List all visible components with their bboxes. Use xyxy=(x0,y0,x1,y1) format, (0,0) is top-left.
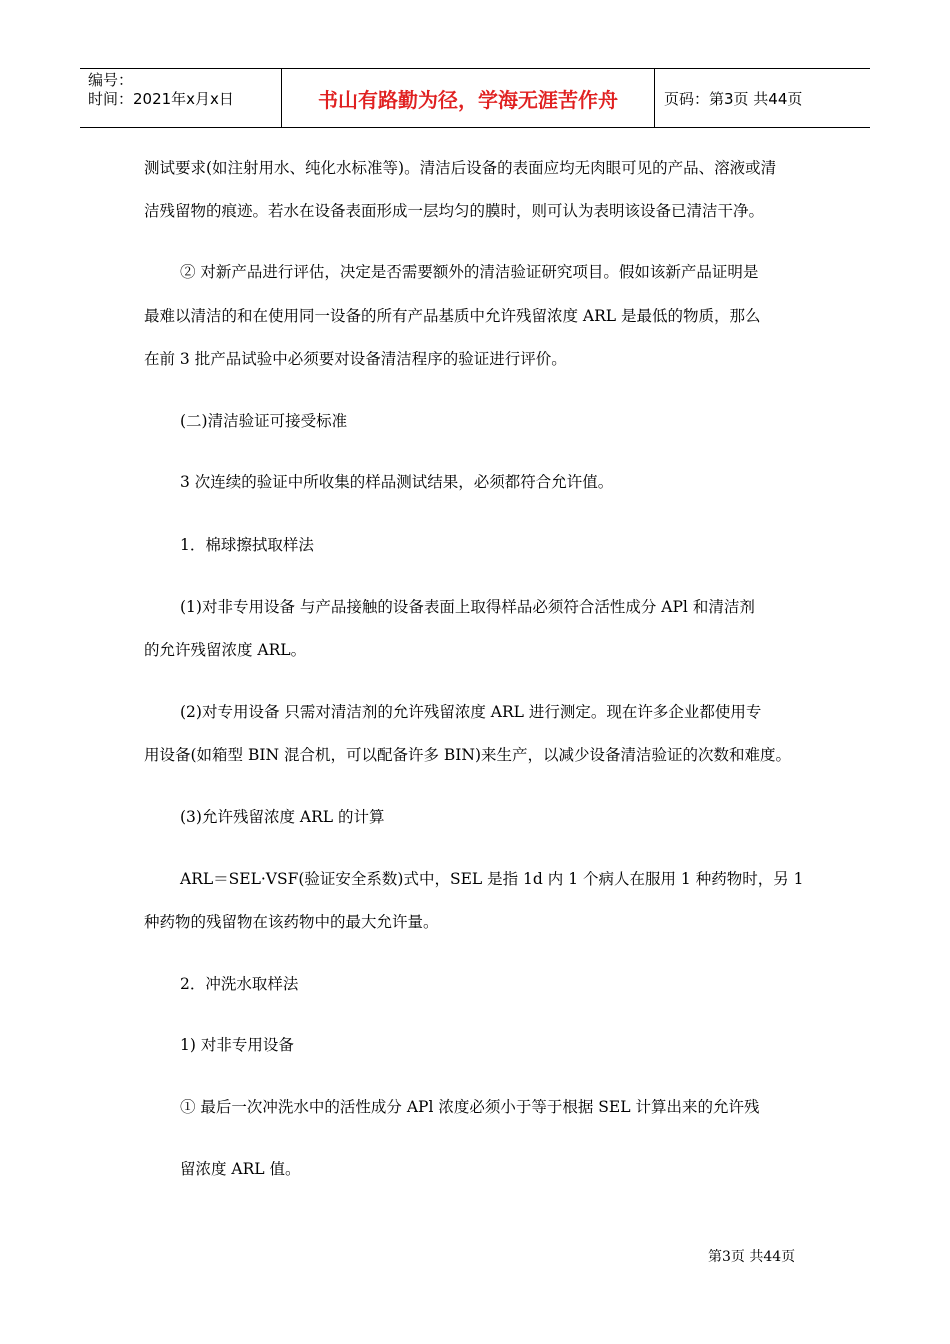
page-footer: 第3页 共44页 xyxy=(708,1249,796,1265)
body-line: 洁残留物的痕迹。若水在设备表面形成一层均匀的膜时，则可认为表明该设备已清洁干净。 xyxy=(144,202,765,220)
body-line: (3)允许残留浓度 ARL 的计算 xyxy=(180,808,385,826)
body-line: ARL＝SEL·VSF(验证安全系数)式中，SEL 是指 1d 内 1 个病人在服用 1 种药物时，另 1 xyxy=(180,870,804,888)
body-line: 留浓度 ARL 值。 xyxy=(180,1160,301,1178)
time-label: 时间：2021年x月x日 xyxy=(88,90,234,108)
body-line: 1) 对非专用设备 xyxy=(180,1036,294,1054)
header-meta xyxy=(88,71,278,109)
subsection-heading: 2．冲洗水取样法 xyxy=(180,975,299,993)
body-line: 测试要求(如注射用水、纯化水标准等)。清洁后设备的表面应均无肉眼可见的产品、溶液或清 xyxy=(144,159,777,177)
body-line: ① 最后一次冲洗水中的活性成分 APl 浓度必须小于等于根据 SEL 计算出来的允许残 xyxy=(180,1098,760,1116)
header-divider xyxy=(654,69,655,128)
body-line: 的允许残留浓度 ARL。 xyxy=(144,641,307,659)
body-line: 最难以清洁的和在使用同一设备的所有产品基质中允许残留浓度 ARL 是最低的物质，那么 xyxy=(144,307,761,325)
body-line: 种药物的残留物在该药物中的最大允许量。 xyxy=(144,913,439,931)
body-line: (1)对非专用设备 与产品接触的设备表面上取得样品必须符合活性成分 APl 和清洁剂 xyxy=(180,598,755,616)
page-header xyxy=(80,68,870,128)
code-label: 编号： xyxy=(88,71,134,89)
body-line: (2)对专用设备 只需对清洁剂的允许残留浓度 ARL 进行测定。现在许多企业都使用专 xyxy=(180,703,762,721)
body-line: 在前 3 批产品试验中必须要对设备清洁程序的验证进行评价。 xyxy=(144,350,567,368)
body-line: 用设备(如箱型 BIN 混合机，可以配备许多 BIN)来生产，以减少设备清洁验证的次数和难度。 xyxy=(144,746,792,764)
subsection-heading: 1．棉球擦拭取样法 xyxy=(180,536,314,554)
section-heading: (二)清洁验证可接受标准 xyxy=(180,412,348,430)
header-motto: 书山有路勤为径，学海无涯苦作舟 xyxy=(318,88,618,112)
body-line: ② 对新产品进行评估，决定是否需要额外的清洁验证研究项目。假如该新产品证明是 xyxy=(180,263,759,281)
header-page-number: 页码：第3页 共44页 xyxy=(664,90,803,108)
body-line: 3 次连续的验证中所收集的样品测试结果，必须都符合允许值。 xyxy=(180,473,614,491)
